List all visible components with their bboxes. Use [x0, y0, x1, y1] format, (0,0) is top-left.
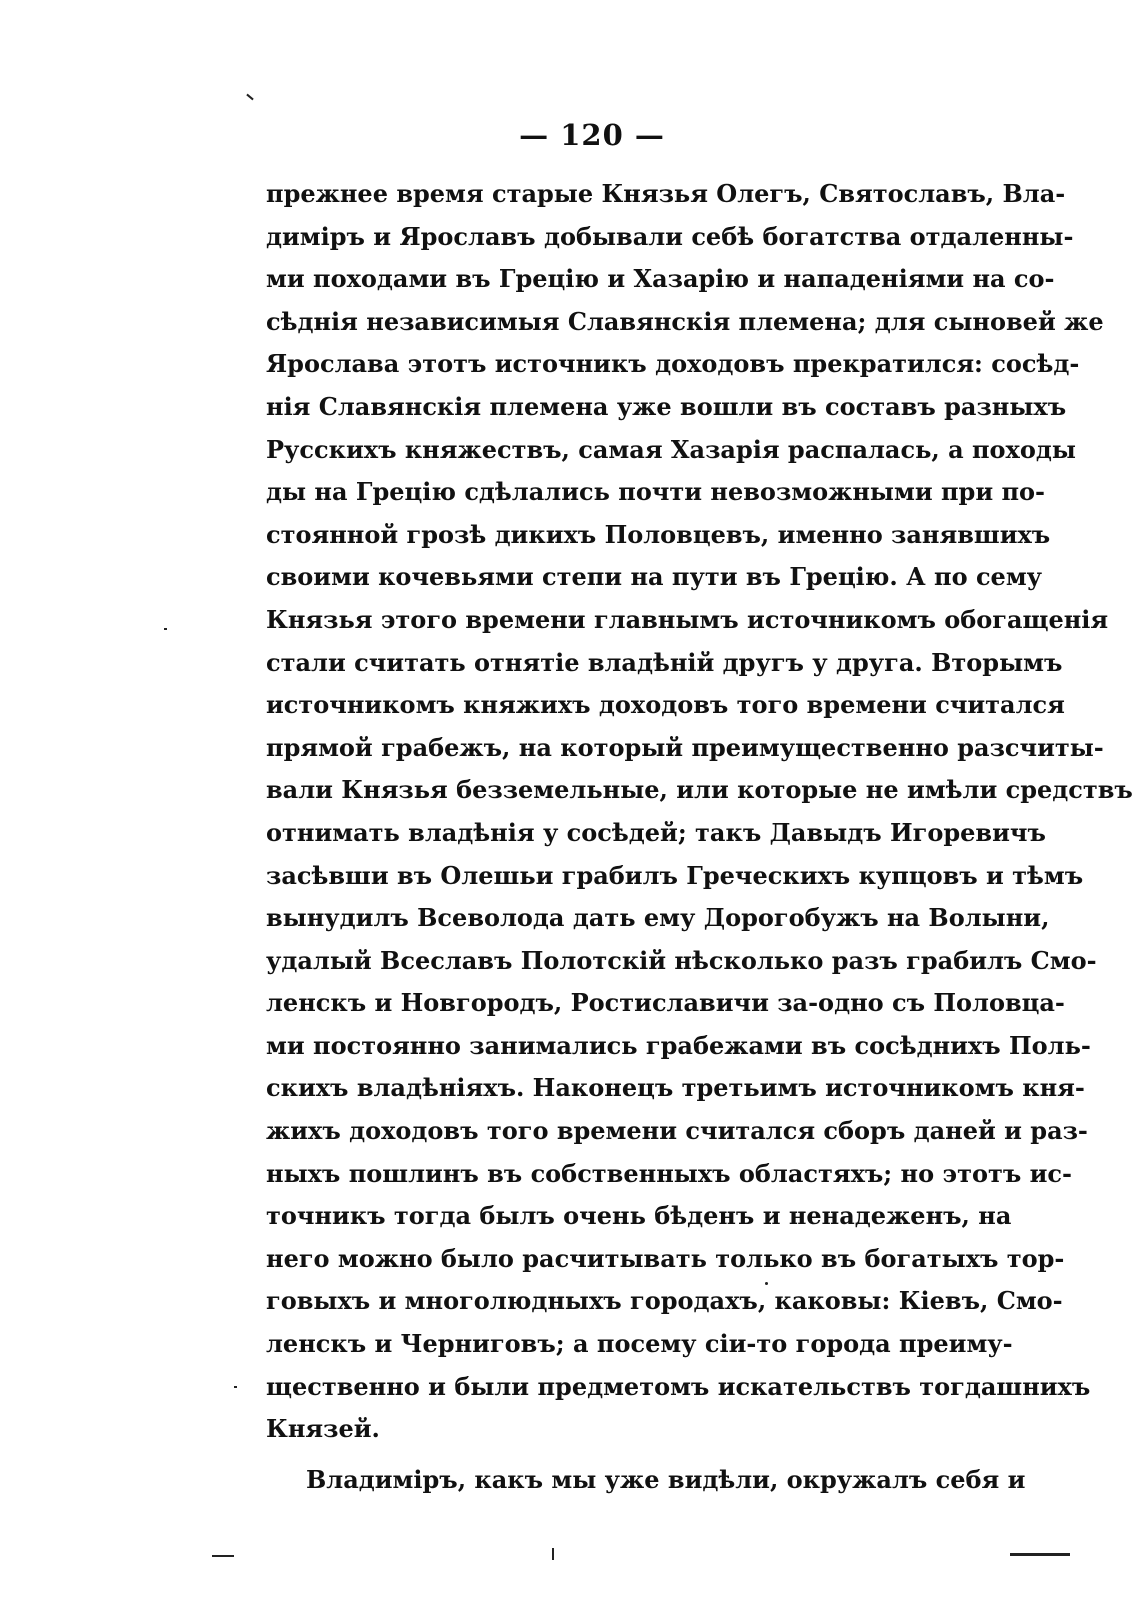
body-text — [266, 173, 1133, 1501]
text-line: Ярослава этотъ источникъ доходовъ прекратился: сосѣд- — [266, 349, 1080, 379]
text-line: ленскъ и Новгородъ, Ростиславичи за-одно съ Половца- — [266, 988, 1065, 1018]
text-line: ми постоянно занимались грабежами въ сосѣднихъ Поль- — [266, 1030, 1091, 1060]
text-line: источникомъ княжихъ доходовъ того времени считался — [266, 690, 1065, 720]
text-line: своими кочевьями степи на пути въ Грецію. А по сему — [266, 562, 1043, 592]
scan-mark — [164, 628, 167, 630]
text-line: стали считать отнятіе владѣній другъ у друга. Вторымъ — [266, 647, 1063, 677]
text-line: нія Славянскія племена уже вошли въ составъ разныхъ — [266, 391, 1067, 421]
text-line: стоянной грозѣ дикихъ Половцевъ, именно занявшихъ — [266, 519, 1051, 549]
text-line: ми походами въ Грецію и Хазарію и нападеніями на со- — [266, 264, 1055, 294]
text-line: Владиміръ, какъ мы уже видѣли, окружалъ себя и — [306, 1464, 1026, 1494]
text-line: скихъ владѣніяхъ. Наконецъ третьимъ источникомъ кня- — [266, 1073, 1085, 1103]
text-line: жихъ доходовъ того времени считался сборъ даней и раз- — [266, 1116, 1088, 1146]
text-line: засѣвши въ Олешьи грабилъ Греческихъ купцовъ и тѣмъ — [266, 860, 1084, 890]
text-line: ленскъ и Черниговъ; а посему сіи-то города преиму- — [266, 1329, 1013, 1359]
scan-mark — [246, 94, 253, 101]
text-line: прямой грабежъ, на который преимущественно разсчиты- — [266, 732, 1104, 762]
text-line: вынудилъ Всеволода дать ему Дорогобужъ на Волыни, — [266, 903, 1050, 933]
text-line: Русскихъ княжествъ, самая Хазарія распалась, а походы — [266, 434, 1076, 464]
text-line: него можно было расчитывать только въ богатыхъ тор- — [266, 1243, 1065, 1273]
text-line: прежнее время старые Князья Олегъ, Святославъ, Вла- — [266, 179, 1066, 208]
text-line: отнимать владѣнія у сосѣдей; такъ Давыдъ Игоревичъ — [266, 817, 1046, 847]
scan-mark — [1010, 1553, 1070, 1556]
text-line: точникъ тогда былъ очень бѣденъ и ненадеженъ, на — [266, 1201, 1012, 1231]
text-line: ныхъ пошлинъ въ собственныхъ областяхъ; но этотъ ис- — [266, 1158, 1072, 1188]
paragraph — [266, 173, 1133, 1451]
page-number: — 120 — — [519, 118, 665, 152]
text-line: вали Князья безземельные, или которые не имѣли средствъ — [266, 775, 1133, 805]
paragraph — [266, 1459, 1026, 1502]
paragraph-gap — [266, 1451, 1006, 1459]
text-line: говыхъ и многолюдныхъ городахъ, каковы: Кіевъ, Смо- — [266, 1286, 1063, 1316]
text-line: сѣднія независимыя Славянскія племена; для сыновей же — [266, 306, 1104, 336]
text-line: Князья этого времени главнымъ источникомъ обогащенія — [266, 604, 1109, 634]
scan-mark — [765, 1282, 768, 1285]
text-line: диміръ и Ярославъ добывали себѣ богатства отдаленны- — [266, 221, 1074, 251]
scan-mark — [212, 1555, 234, 1557]
text-line: удалый Всеславъ Полотскій нѣсколько разъ грабилъ Смо- — [266, 945, 1097, 975]
scan-mark — [234, 1386, 237, 1388]
text-line: щественно и были предметомъ искательствъ тогдашнихъ — [266, 1371, 1091, 1401]
text-line: ды на Грецію сдѣлались почти невозможными при по- — [266, 477, 1046, 507]
scan-mark — [552, 1548, 554, 1560]
text-line: Князей. — [266, 1414, 380, 1444]
